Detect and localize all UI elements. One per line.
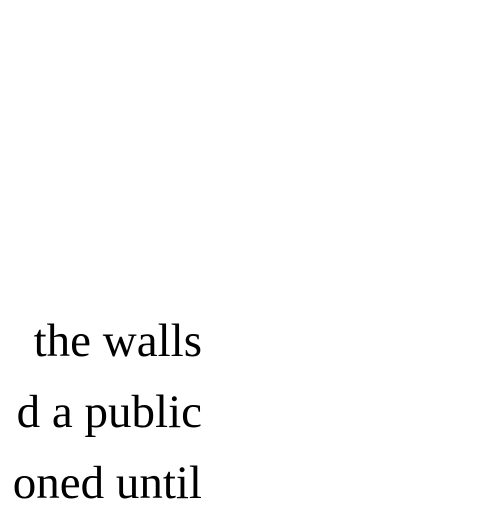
text-line: d a public (16, 386, 202, 438)
paragraph-fragment (0, 306, 202, 512)
text-line: the walls (33, 315, 202, 367)
text-line: oned until (12, 457, 202, 509)
